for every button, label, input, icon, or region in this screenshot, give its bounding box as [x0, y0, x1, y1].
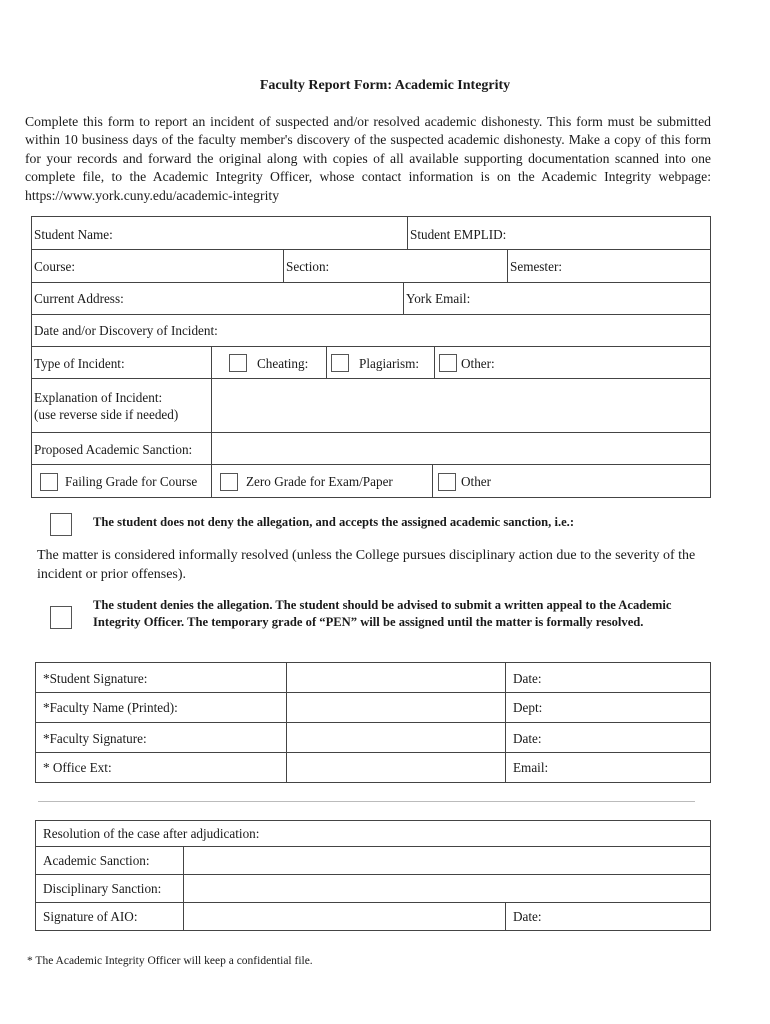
student-signature-label: *Student Signature:: [43, 671, 148, 686]
york-email-label: York Email:: [406, 291, 471, 306]
disciplinary-sanction-field[interactable]: [185, 876, 710, 901]
email-label: Email:: [513, 760, 549, 775]
student-signature-date-label: Date:: [513, 671, 542, 686]
academic-sanction-field[interactable]: [185, 848, 710, 873]
explanation-note: (use reverse side if needed): [34, 407, 179, 422]
failing-grade-checkbox[interactable]: [40, 473, 58, 491]
accepts-allegation-checkbox[interactable]: [50, 513, 72, 536]
faculty-name-label: *Faculty Name (Printed):: [43, 700, 178, 715]
faculty-name-field[interactable]: [288, 694, 504, 721]
cheating-checkbox[interactable]: [229, 354, 247, 372]
student-signature-field[interactable]: [288, 664, 504, 691]
course-label: Course:: [34, 259, 76, 274]
aio-signature-label: Signature of AIO:: [43, 909, 138, 924]
informal-resolution-note: The matter is considered informally resolved (unless the College pursues disciplinary action due to the severity of the incident or prior offenses).: [37, 548, 696, 582]
aio-signature-field[interactable]: [185, 904, 504, 930]
resolution-header: Resolution of the case after adjudication:: [43, 826, 260, 841]
student-name-label: Student Name:: [34, 227, 113, 242]
other-sanction-checkbox[interactable]: [438, 473, 456, 491]
intro-paragraph: Complete this form to report an incident of suspected and/or resolved academic dishonesty. This form must be submitted within 10 business days of the faculty member's discovery of the suspected academic dishonesty. Make a copy of this form for your records and forward the original along with copies of all available supporting documentation scanned into one complete file, to the Academic Integrity Officer, whose contact information is on the Academic Integrity webpage: https://www.york.cuny.edu/academic-integrity: [25, 114, 711, 203]
accepts-allegation-text: The student does not deny the allegation, and accepts the assigned academic sanction, i.e.:: [93, 515, 575, 529]
form-title: Faculty Report Form: Academic Integrity: [259, 78, 511, 93]
proposed-sanction-label: Proposed Academic Sanction:: [34, 442, 193, 457]
plagiarism-label: Plagiarism:: [359, 356, 420, 371]
other-incident-label: Other:: [461, 356, 495, 371]
disciplinary-sanction-label: Disciplinary Sanction:: [43, 881, 162, 896]
student-emplid-label: Student EMPLID:: [410, 227, 507, 242]
office-ext-label: * Office Ext:: [43, 760, 112, 775]
semester-label: Semester:: [510, 259, 563, 274]
type-of-incident-label: Type of Incident:: [34, 356, 125, 371]
failing-grade-label: Failing Grade for Course: [65, 474, 198, 489]
other-incident-checkbox[interactable]: [439, 354, 457, 372]
academic-sanction-label: Academic Sanction:: [43, 853, 150, 868]
faculty-signature-field[interactable]: [288, 724, 504, 751]
proposed-sanction-field[interactable]: [213, 434, 710, 463]
faculty-signature-label: *Faculty Signature:: [43, 731, 147, 746]
plagiarism-checkbox[interactable]: [331, 354, 349, 372]
date-discovery-label: Date and/or Discovery of Incident:: [34, 323, 218, 338]
section-label: Section:: [286, 259, 330, 274]
denies-allegation-checkbox[interactable]: [50, 606, 72, 629]
denies-allegation-text: The student denies the allegation. The student should be advised to submit a written appeal to the Academic Integrity Officer. The temporary grade of “PEN” will be assigned until the matter is formally resolved.: [93, 598, 672, 629]
zero-grade-checkbox[interactable]: [220, 473, 238, 491]
cheating-label: Cheating:: [257, 356, 309, 371]
faculty-signature-date-label: Date:: [513, 731, 542, 746]
dept-label: Dept:: [513, 700, 543, 715]
other-sanction-label: Other: [461, 474, 492, 489]
explanation-field[interactable]: [213, 380, 710, 431]
office-ext-field[interactable]: [288, 754, 504, 781]
footnote: * The Academic Integrity Officer will keep a confidential file.: [27, 955, 313, 967]
current-address-label: Current Address:: [34, 291, 124, 306]
aio-date-label: Date:: [513, 909, 542, 924]
explanation-label: Explanation of Incident:: [34, 390, 163, 405]
section-divider: [38, 801, 695, 802]
zero-grade-label: Zero Grade for Exam/Paper: [246, 474, 393, 489]
